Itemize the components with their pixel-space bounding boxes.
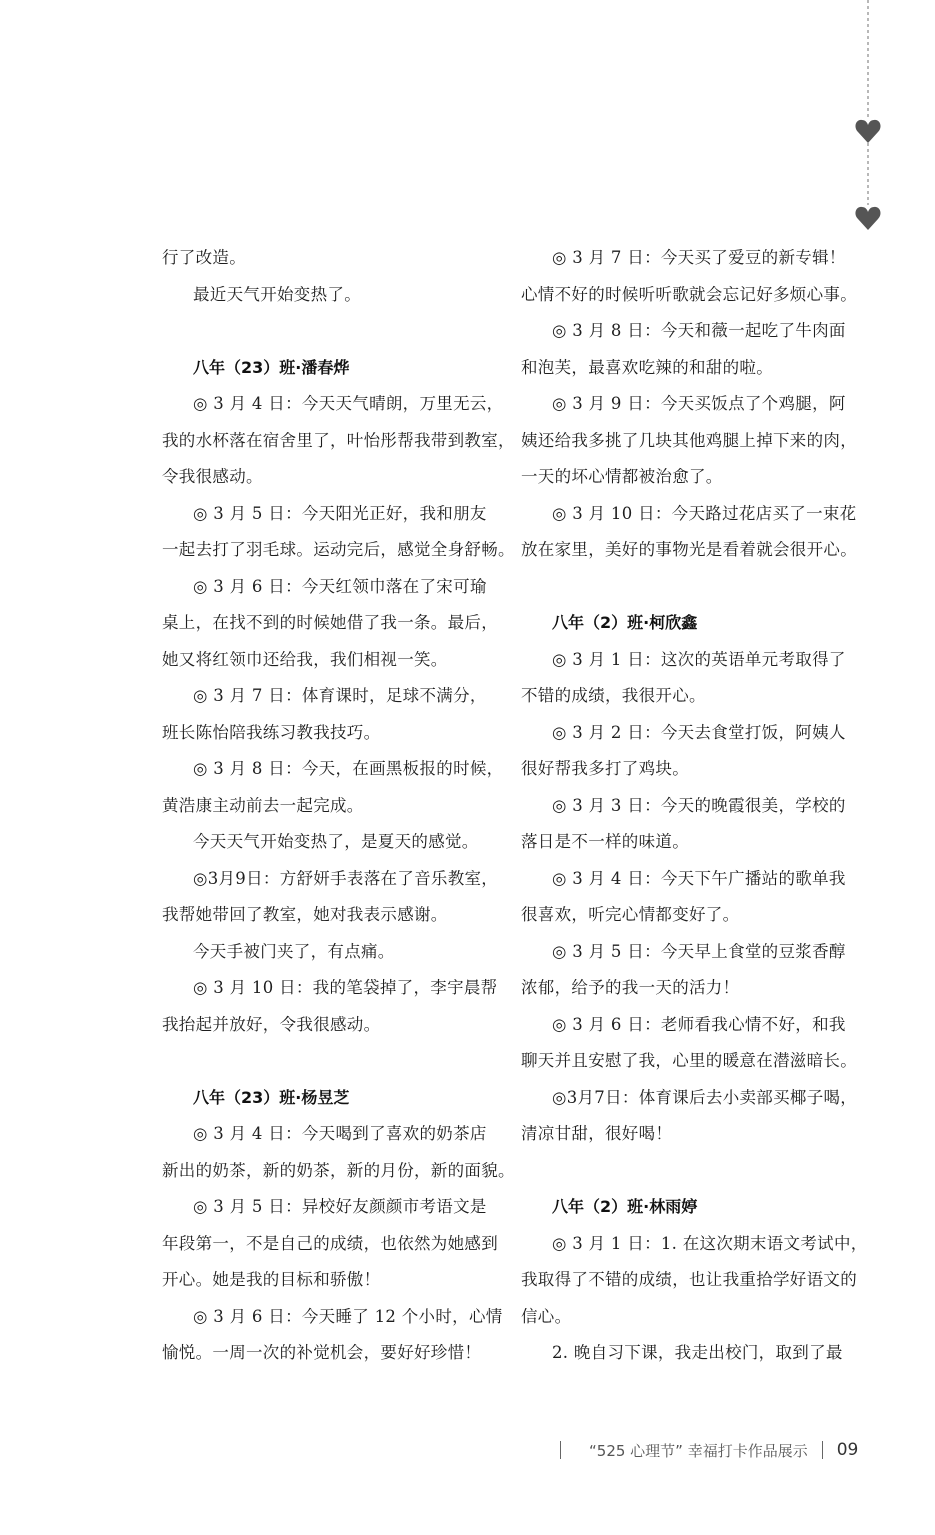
section-spacer (521, 1153, 833, 1190)
paragraph-line: ◎ 3 月 5 日：今天阳光正好，我和朋友 (193, 503, 487, 523)
paragraph-line: 愉悦。一周一次的补觉机会，要好好珍惜！ (162, 1343, 482, 1362)
paragraph-line: ◎ 3 月 1 日：1. 在这次期末语文考试中， (552, 1233, 868, 1253)
paragraph-line: 一天的坏心情都被治愈了。 (521, 467, 723, 486)
paragraph-line: ◎ 3 月 6 日：今天红领巾落在了宋可瑜 (193, 576, 487, 596)
paragraph-line: 年段第一，不是自己的成绩，也依然为她感到 (162, 1233, 498, 1253)
paragraph-line: 放在家里，美好的事物光是看着就会很开心。 (521, 540, 857, 559)
paragraph-line: ◎ 3 月 4 日：今天下午广播站的歌单我 (552, 868, 846, 888)
paragraph-line: 黄浩康主动前去一起完成。 (162, 795, 364, 815)
paragraph-line: 最近天气开始变热了。 (193, 284, 361, 304)
paragraph-line: 聊天并且安慰了我，心里的暖意在潜滋暗长。 (521, 1051, 857, 1070)
paragraph-line: ◎ 3 月 10 日：我的笔袋掉了，李宇晨帮 (193, 978, 498, 997)
paragraph-line: ◎3月7日：体育课后去小卖部买椰子喝， (552, 1087, 858, 1107)
paragraph-line: ◎ 3 月 3 日：今天的晚霞很美，学校的 (552, 795, 846, 815)
footer-divider (822, 1441, 823, 1459)
paragraph-line: ◎ 3 月 8 日：今天和薇一起吃了牛肉面 (552, 321, 846, 340)
paragraph-line: 新出的奶茶，新的奶茶，新的月份，新的面貌。 (162, 1160, 515, 1180)
paragraph-line: ◎ 3 月 4 日：今天天气晴朗，万里无云， (193, 394, 504, 413)
paragraph-line: ◎ 3 月 5 日：今天早上食堂的豆浆香醇 (552, 941, 846, 961)
section-heading: 八年（23）班·杨昱芝 (193, 1087, 350, 1107)
section-spacer (162, 1043, 474, 1080)
paragraph-line: ◎ 3 月 5 日：异校好友颜颜市考语文是 (193, 1197, 487, 1216)
left-text-column (162, 240, 515, 1372)
paragraph-line: ◎3月9日：方舒妍手表落在了音乐教室， (193, 868, 499, 888)
section-heading: 八年（2）班·柯欣鑫 (552, 613, 698, 632)
paragraph-line: ◎ 3 月 4 日：今天喝到了喜欢的奶茶店 (193, 1124, 487, 1143)
paragraph-line: 今天天气开始变热了，是夏天的感觉。 (193, 832, 479, 851)
heart-string-decoration (0, 0, 935, 250)
heart-icon (855, 120, 880, 143)
paragraph-line: 不错的成绩，我很开心。 (521, 686, 706, 705)
footer-title: “525 心理节” 幸福打卡作品展示 (589, 1441, 808, 1460)
page-footer (560, 1432, 858, 1468)
paragraph-line: 2. 晚自习下课，我走出校门，取到了最 (552, 1343, 843, 1362)
paragraph-line: 她又将红领巾还给我，我们相视一笑。 (162, 649, 448, 669)
footer-divider (560, 1441, 561, 1459)
paragraph-line: 今天手被门夹了，有点痛。 (193, 941, 395, 961)
paragraph-line: 班长陈怡陪我练习教我技巧。 (162, 722, 381, 742)
paragraph-line: ◎ 3 月 1 日：这次的英语单元考取得了 (552, 649, 846, 669)
paragraph-line: 我的水杯落在宿舍里了，叶怡彤帮我带到教室， (162, 430, 515, 450)
paragraph-line: ◎ 3 月 9 日：今天买饭点了个鸡腿，阿 (552, 394, 846, 413)
paragraph-line: 开心。她是我的目标和骄傲！ (162, 1270, 381, 1289)
paragraph-line: ◎ 3 月 7 日：今天买了爱豆的新专辑！ (552, 248, 846, 267)
paragraph-line: 很喜欢，听完心情都变好了。 (521, 905, 740, 924)
paragraph-line: ◎ 3 月 7 日：体育课时，足球不满分， (193, 686, 487, 705)
paragraph-line: 令我很感动。 (162, 467, 263, 486)
paragraph-line: ◎ 3 月 2 日：今天去食堂打饭，阿姨人 (552, 722, 846, 742)
paragraph-line: 姨还给我多挑了几块其他鸡腿上掉下来的肉， (521, 430, 857, 450)
paragraph-line: 行了改造。 (162, 248, 246, 267)
page-number: 09 (836, 1440, 859, 1460)
paragraph-line: 心情不好的时候听听歌就会忘记好多烦心事。 (521, 284, 857, 304)
paragraph-line: 浓郁，给予的我一天的活力！ (521, 978, 740, 997)
paragraph-line: ◎ 3 月 10 日：今天路过花店买了一束花 (552, 503, 857, 523)
paragraph-line: 我帮她带回了教室，她对我表示感谢。 (162, 905, 448, 924)
section-heading: 八年（23）班·潘春烨 (193, 357, 350, 377)
paragraph-line: 一起去打了羽毛球。运动完后，感觉全身舒畅。 (162, 540, 515, 559)
right-text-column (521, 240, 868, 1372)
section-spacer (521, 569, 833, 606)
paragraph-line: 清凉甘甜，很好喝！ (521, 1124, 673, 1143)
heart-icon (855, 207, 880, 230)
paragraph-line: 我取得了不错的成绩，也让我重拾学好语文的 (521, 1270, 857, 1289)
section-spacer (162, 313, 474, 350)
paragraph-line: 我抬起并放好，令我很感动。 (162, 1014, 381, 1034)
paragraph-line: 桌上，在找不到的时候她借了我一条。最后， (162, 613, 498, 632)
paragraph-line: 和泡芙，最喜欢吃辣的和甜的啦。 (521, 357, 773, 377)
paragraph-line: 落日是不一样的味道。 (521, 832, 689, 851)
paragraph-line: 很好帮我多打了鸡块。 (521, 759, 689, 778)
paragraph-line: 信心。 (521, 1306, 572, 1326)
paragraph-line: ◎ 3 月 8 日：今天，在画黑板报的时候， (193, 759, 504, 778)
paragraph-line: ◎ 3 月 6 日：老师看我心情不好，和我 (552, 1014, 846, 1034)
section-heading: 八年（2）班·林雨婷 (552, 1197, 698, 1216)
paragraph-line: ◎ 3 月 6 日：今天睡了 12 个小时，心情 (193, 1306, 503, 1326)
